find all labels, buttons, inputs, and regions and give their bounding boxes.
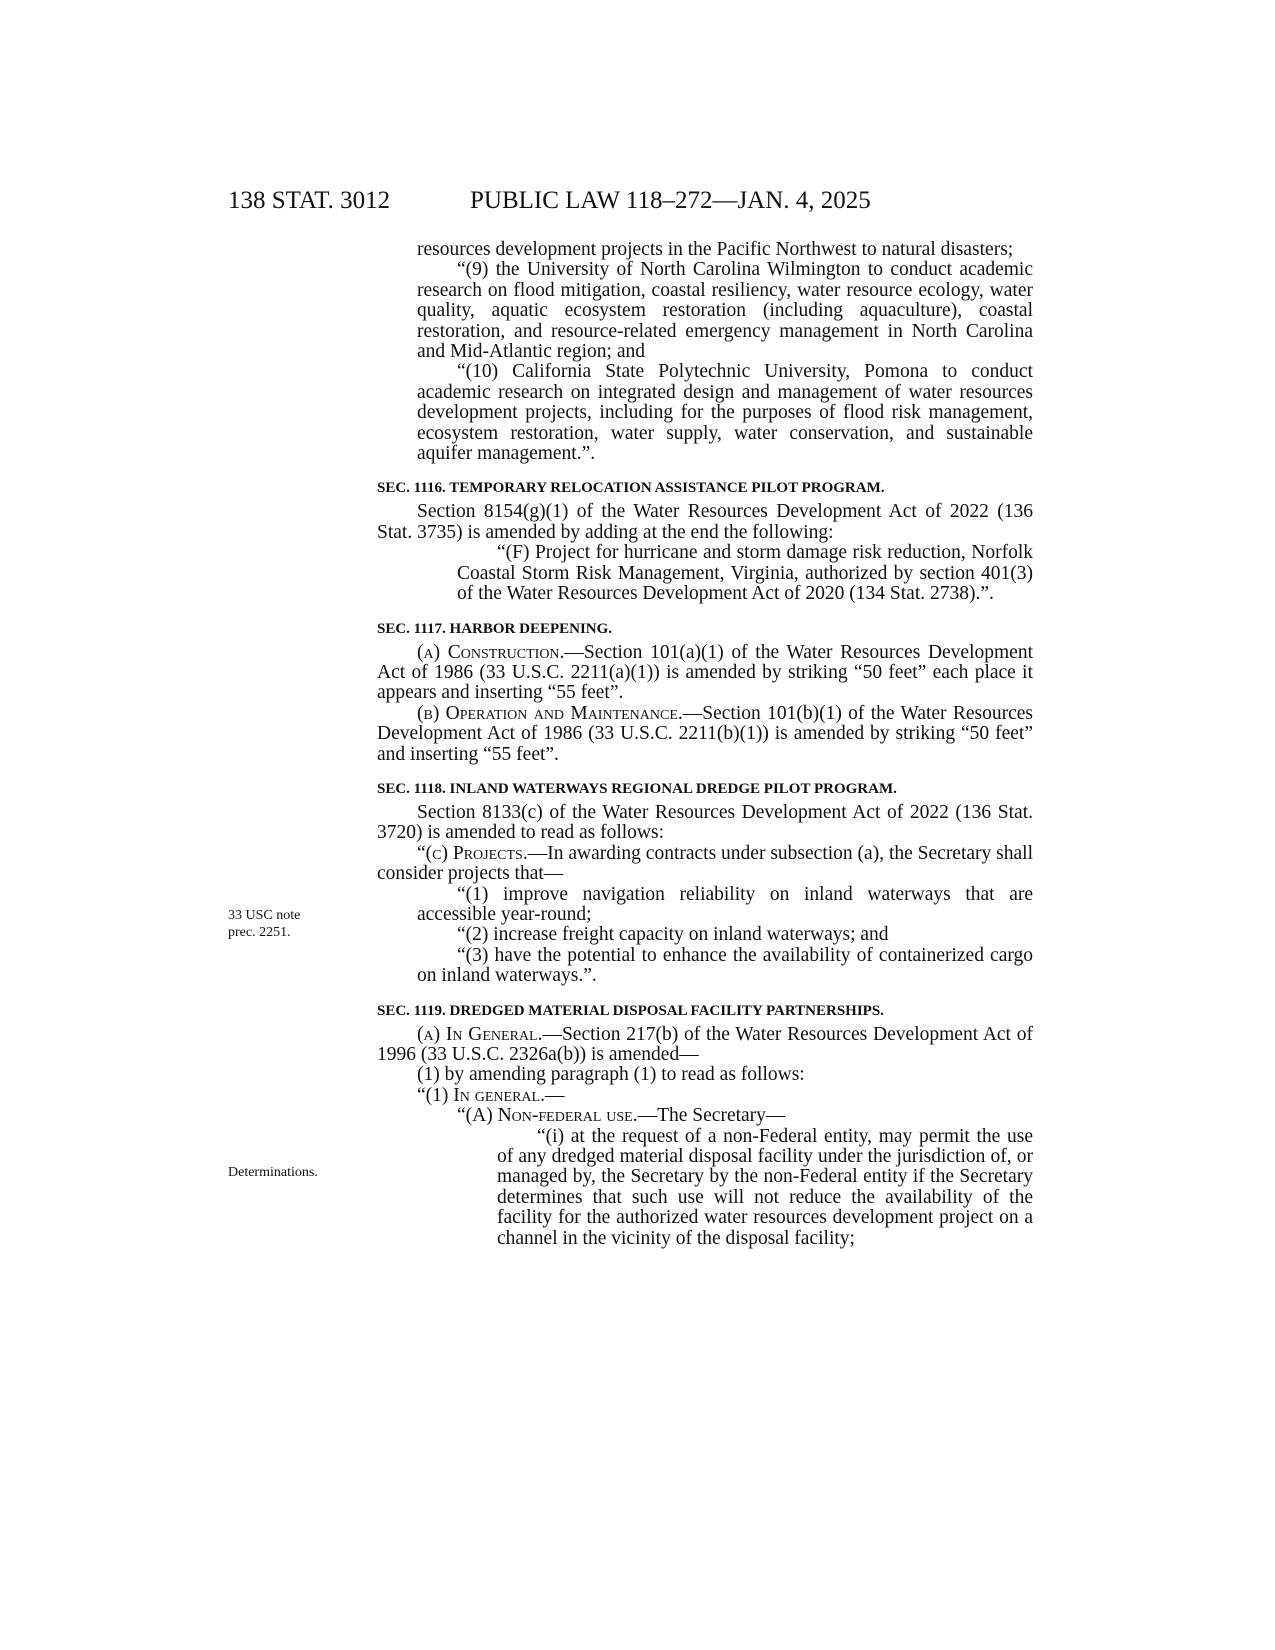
subsection-text: —Section 217(b) of the Water Resources Development Act of 1996 (33 U.S.C. 2326a(b)) is amended—: [377, 1023, 1034, 1065]
section-heading-1117: SEC. 1117. HARBOR DEEPENING.: [377, 620, 613, 637]
section-1119-subparagraph-a: [377, 1106, 1033, 1126]
subparagraph-text: —The Secretary—: [637, 1105, 786, 1127]
subsection-text: —Section 101(a)(1) of the Water Resources Development Act of 1986 (33 U.S.C. 2211(a)(1)) is amended by striking “50 feet” each place it appears and inserting “55 feet”.: [377, 641, 1033, 704]
section-1116-subparagraph-f: “(F) Project for hurricane and storm damage risk reduction, Norfolk Coastal Storm Risk Management, Virginia, authorized by section 401(3) of the Water Resources Development Act of 2020 (134 Stat. 2738).”.: [457, 542, 1033, 605]
margin-note-determinations: Determinations.: [228, 1165, 318, 1180]
section-1118-text: Section 8133(c) of the Water Resources Development Act of 2022 (136 Stat. 3720) is amended to read as follows:: [377, 801, 1033, 844]
subsection-heading: (a) In General.: [417, 1023, 543, 1045]
paragraph-continuation: resources development projects in the Pacific Northwest to natural disasters;: [417, 239, 1014, 260]
main-text-column: [377, 240, 1033, 1249]
paragraph-dash: —: [544, 1084, 565, 1106]
section-1117-subsection-b: [377, 704, 1033, 765]
section-1116-text: Section 8154(g)(1) of the Water Resources Development Act of 2022 (136 Stat. 3735) is amended by adding at the end the following:: [377, 501, 1033, 543]
section-1119-clause-i: “(i) at the request of a non-Federal entity, may permit the use of any dredged material disposal facility under the jurisdiction of, or managed by, the Secretary by the non-Federal entity if the Secretary determines that such use will not reduce the availability of the facility for the authorized water resources development project on a channel in the vicinity of the disposal facility;: [497, 1125, 1033, 1249]
section-1119-amendment-1: (1) by amending paragraph (1) to read as follows:: [417, 1064, 805, 1086]
section-1119-paragraph-1: [377, 1086, 1033, 1106]
subsection-heading: (b) Operation and Maintenance.: [417, 702, 683, 724]
section-heading-1119: SEC. 1119. DREDGED MATERIAL DISPOSAL FACILITY PARTNERSHIPS.: [377, 1002, 884, 1019]
margin-note-usc: [228, 907, 300, 941]
paragraph-item-9: “(9) the University of North Carolina Wilmington to conduct academic research on flood mitigation, coastal resiliency, water resource ecology, water quality, aquatic ecosystem restoration (including aquaculture), coastal restoration, and resource-related emergency management in North Carolina and Mid-Atlantic region; and: [417, 259, 1033, 363]
section-1118-item-3: “(3) have the potential to enhance the availability of containerized cargo on inland waterways.”.: [417, 944, 1033, 987]
section-heading-1118: SEC. 1118. INLAND WATERWAYS REGIONAL DREDGE PILOT PROGRAM.: [377, 780, 897, 797]
section-1119-subsection-a: [377, 1025, 1033, 1066]
running-header-title: PUBLIC LAW 118–272—JAN. 4, 2025: [470, 187, 871, 214]
section-1118-subsection-c: [377, 844, 1033, 885]
page-stat-citation: 138 STAT. 3012: [228, 187, 391, 214]
margin-note-line: prec. 2251.: [228, 925, 291, 940]
section-heading-1116: SEC. 1116. TEMPORARY RELOCATION ASSISTANCE PILOT PROGRAM.: [377, 480, 885, 497]
subsection-text: —In awarding contracts under subsection (a), the Secretary shall consider projects that—: [377, 842, 1033, 885]
section-1118-item-2: “(2) increase freight capacity on inland waterways; and: [457, 924, 889, 946]
subsection-heading: (a) Construction.: [417, 641, 565, 663]
subsection-heading: “(c) Projects.: [417, 842, 528, 864]
margin-note-line: 33 USC note: [228, 908, 301, 923]
subsection-text: —Section 101(b)(1) of the Water Resources Development Act of 1986 (33 U.S.C. 2211(b)(1)) is amended by striking “50 feet” and inserting “55 feet”.: [377, 702, 1033, 765]
paragraph-heading: “(1) In general.: [417, 1084, 545, 1106]
paragraph-item-10: “(10) California State Polytechnic University, Pomona to conduct academic research on integrated design and management of water resources development projects, including for the purposes of flood risk management, ecosystem restoration, water supply, water conservation, and sustainable aquifer management.”.: [417, 361, 1033, 465]
section-1118-item-1: “(1) improve navigation reliability on inland waterways that are accessible year-round;: [417, 883, 1033, 925]
section-1117-subsection-a: [377, 643, 1033, 704]
subparagraph-heading: “(A) Non-federal use.: [457, 1105, 638, 1127]
